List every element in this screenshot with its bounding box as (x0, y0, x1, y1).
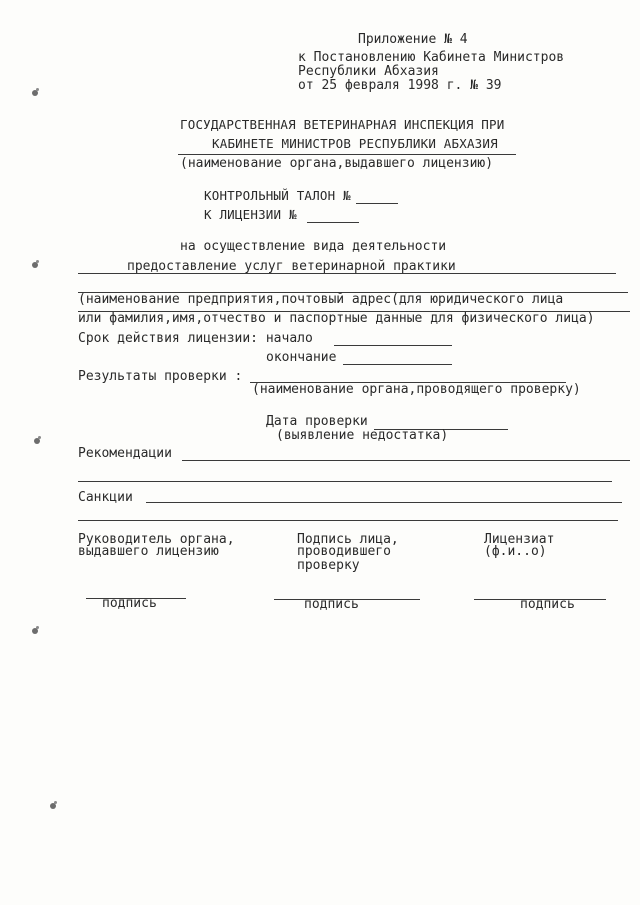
activity-line (78, 273, 616, 274)
validity-start-label: Срок действия лицензии: начало (78, 331, 313, 346)
validity-start-line (334, 345, 452, 346)
appendix-title: Приложение № 4 (358, 32, 468, 47)
coupon-title: КОНТРОЛЬНЫЙ ТАЛОН № (204, 188, 351, 203)
issuer-line-1: ГОСУДАРСТВЕННАЯ ВЕТЕРИНАРНАЯ ИНСПЕКЦИЯ ПРИ (180, 117, 505, 132)
activity-value: предоставление услуг ветеринарной практики (127, 259, 456, 274)
enterprise-caption-2: или фамилия,имя,отчество и паспортные данные для физического лица) (78, 311, 595, 326)
sanctions-line-2 (78, 520, 618, 521)
sanctions-line-1 (146, 502, 622, 503)
binder-hole-mark (32, 262, 38, 268)
results-label: Результаты проверки : (78, 369, 243, 384)
enterprise-caption-1: (наименование предприятия,почтовый адрес(для юридического лица (78, 292, 564, 307)
head-signature-label: подпись (102, 596, 157, 611)
inspector-signature-label: подпись (304, 597, 359, 612)
inspection-date-label: Дата проверки (266, 414, 368, 429)
binder-hole-mark (32, 90, 38, 96)
binder-hole-mark (34, 438, 40, 444)
coupon-subtitle: К ЛИЦЕНЗИИ № (204, 207, 297, 222)
licensee-line-1: Лицензиат (484, 532, 555, 547)
binder-hole-mark (50, 803, 56, 809)
appendix-line-1: к Постановлению Кабинета Министров (298, 50, 565, 65)
binder-hole-mark (32, 628, 38, 634)
head-signer-line-1: Руководитель органа, (78, 532, 235, 547)
licensee-line-2: (ф.и..о) (484, 544, 547, 559)
results-caption: (наименование органа,проводящего проверку) (252, 382, 581, 397)
license-number-line (307, 222, 359, 223)
inspector-signer-line-2: проводившего (297, 544, 391, 559)
recommendations-line-1 (182, 460, 630, 461)
head-signer-line-2: выдавшего лицензию (78, 544, 219, 559)
recommendations-line-2 (78, 481, 612, 482)
appendix-line-2: Республики Абхазия (298, 64, 439, 79)
issuer-caption: (наименование органа,выдавшего лицензию) (180, 156, 494, 171)
activity-intro: на осуществление вида деятельности (180, 239, 447, 254)
inspection-date-caption: (выявление недостатка) (276, 428, 449, 443)
sanctions-label: Санкции (78, 490, 133, 505)
appendix-line-3: от 25 февраля 1998 г. № 39 (298, 78, 502, 93)
coupon-number-line (356, 203, 398, 204)
licensee-signature-label: подпись (520, 597, 575, 612)
issuer-line-2: КАБИНЕТЕ МИНИСТРОВ РЕСПУБЛИКИ АБХАЗИЯ (212, 136, 498, 151)
issuer-underline (178, 154, 516, 155)
inspector-signer-line-1: Подпись лица, (297, 532, 399, 547)
validity-end-line (343, 364, 452, 365)
recommendations-label: Рекомендации (78, 446, 172, 461)
inspector-signer-line-3: проверку (297, 558, 360, 573)
validity-end-label: окончание (266, 350, 337, 365)
